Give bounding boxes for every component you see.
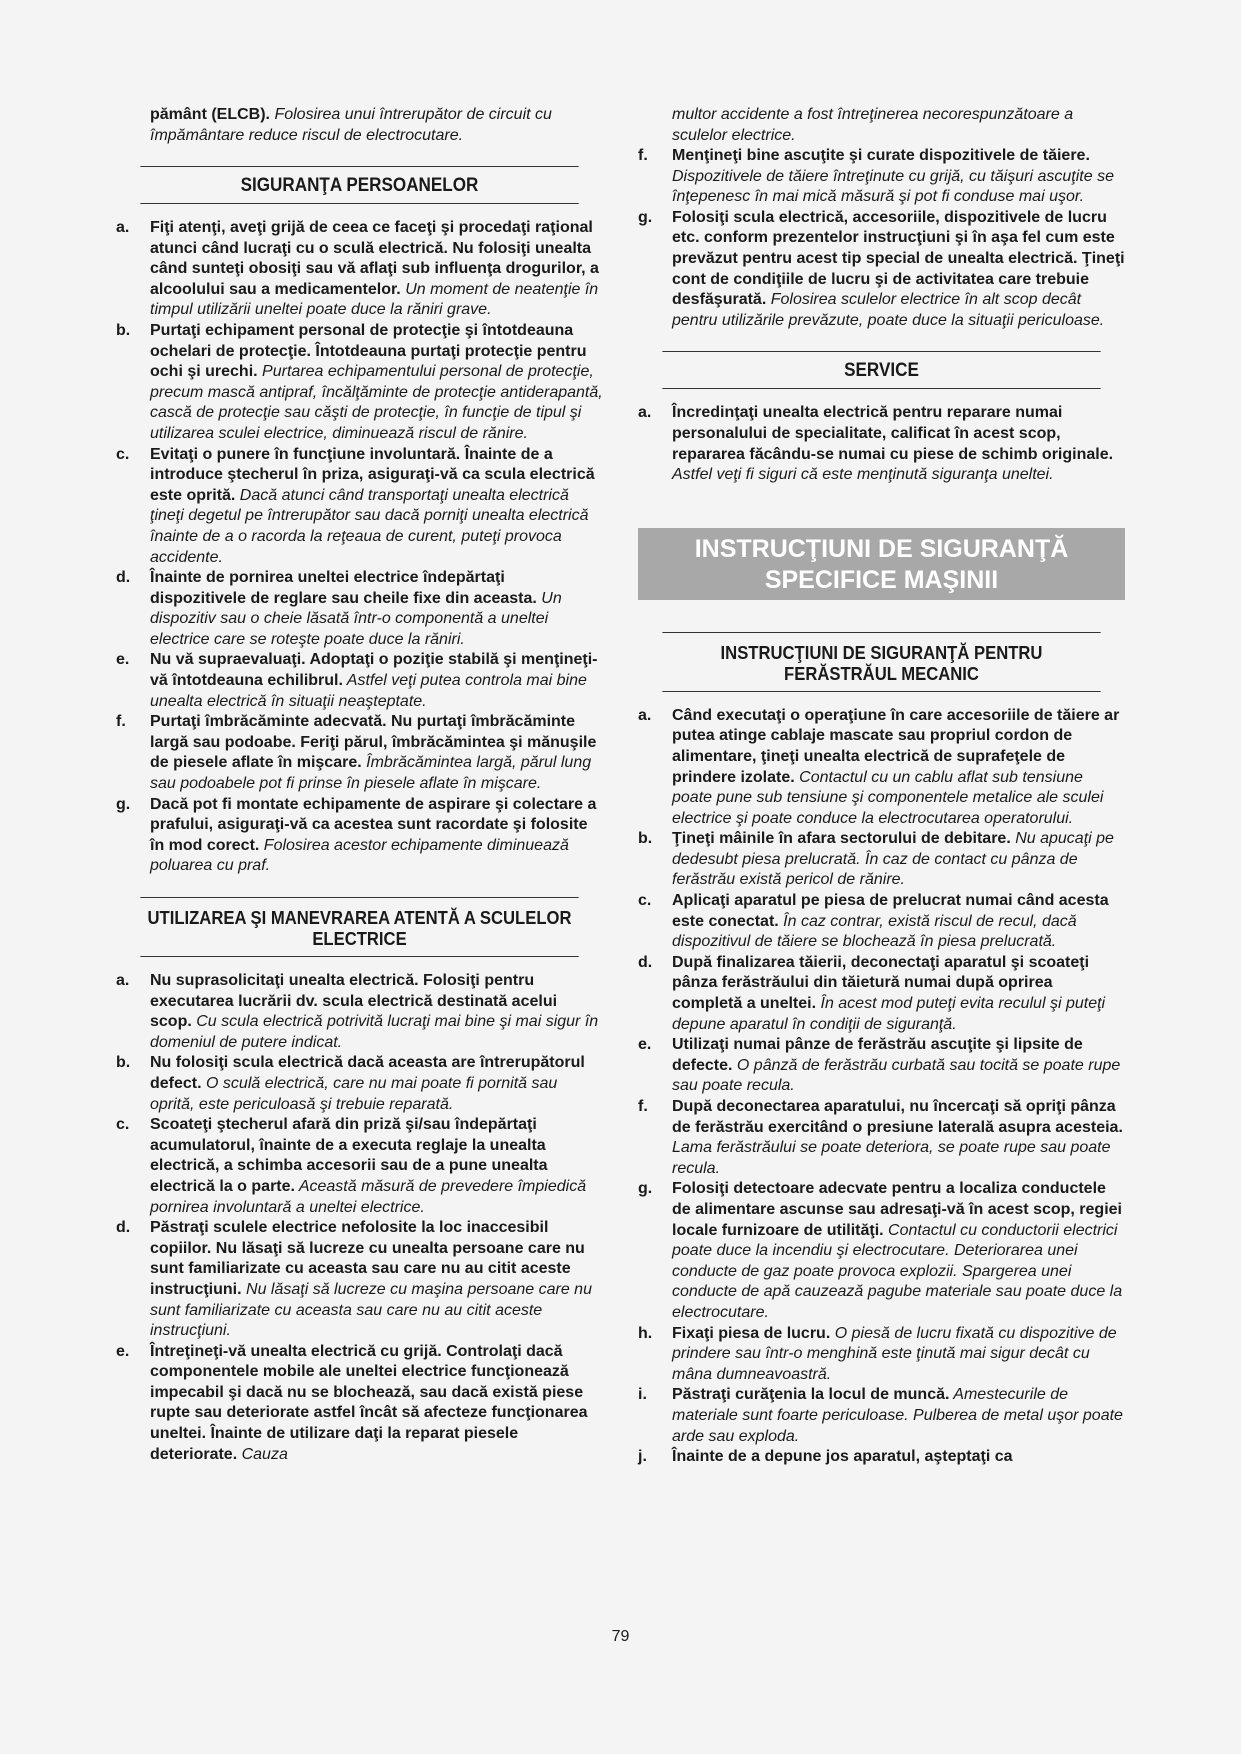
right-column (638, 104, 1125, 1468)
list-item: f. Purtaţi îmbrăcăminte adecvată. Nu purtaţi îmbrăcăminte largă sau podoabe. Feriţi părul, îmbrăcămintea şi mănuşile de piesele aflate în mişcare. Îmbrăcămintea largă, părul lung sau podoabele pot fi prinse în piesele aflate în mişcare. (116, 713, 597, 793)
right-lead-paragraph: multor accidente a fost întreţinerea necorespunzătoare a sculelor electrice. (672, 106, 1074, 144)
list-item: g. Folosiţi scula electrică, accesoriile, dispozitivele de lucru etc. conform prezentelor instrucţiuni şi în aşa fel cum este prevăzut pentru acest tip special de unealta electrică. Ţineţi cont de condiţiile de lucru şi de activitatea care trebuie desfăşurată. Folosirea sculelor electrice în alt scop decât pentru utilizările prevăzute, poate duce la situaţii periculoase. (638, 208, 1125, 329)
list-item: e. Utilizaţi numai pânze de ferăstrău ascuţite şi lipsite de defecte. O pânză de ferăstrău curbată sau tocită se poate rupe sau poate recula. (638, 1036, 1121, 1095)
list-item: g. Folosiţi detectoare adecvate pentru a localiza conductele de alimentare ascunse sau adresaţi-vă în acest scop, regiei locale furnizoare de utilităţi. Contactul cu conductorii electrici poate duce la incendiu şi electrocutare. Deteriorarea unei conducte de gaz poate provoca explozii. Spargerea unei conducte de apă cauzează pagube materiale sau poate duce la electrocutare. (638, 1180, 1123, 1321)
list-item: a. Când executaţi o operaţiune în care accesoriile de tăiere ar putea atinge cablaje mascate sau propriul cordon de alimentare, ţineţi unealta electrică de suprafeţele de prindere izolate. Contactul cu un cablu aflat sub tensiune poate pune sub tensiune şi componentele metalice ale sculei electrice şi poate conduce la electrocutarea operatorului. (638, 706, 1120, 827)
list-item: d. Păstraţi sculele electrice nefolosite la loc inaccesibil copiilor. Nu lăsaţi să lucreze cu unealta persoane care nu sunt familiarizate cu aceasta sau care nu au citit aceste instrucţiuni. Nu lăsaţi să lucreze cu maşina persoane care nu sunt familiarizate cu aceasta sau care nu au citit aceste instrucţiuni. (116, 1219, 592, 1340)
list-item: f. După deconectarea aparatului, nu încercaţi să opriţi pânza de ferăstrău exercitând o presiune laterală asupra acesteia. Lama ferăstrăului se poate deteriora, se poate rupe sau poate recula. (638, 1098, 1123, 1177)
list-item: c. Aplicaţi aparatul pe piesa de prelucrat numai când acesta este conectat. În caz contrar, există riscul de recul, dacă dispozitivul de tăiere se blochează în piesa prelucrată. (638, 892, 1109, 951)
list-item: b. Nu folosiţi scula electrică dacă aceasta are întrerupătorul defect. O sculă electrică, care nu mai poate fi pornită sau oprită, este periculoasă şi trebuie reparată. (116, 1054, 585, 1113)
page-number: 79 (611, 1628, 630, 1645)
list-item: b. Purtaţi echipament personal de protecţie şi întotdeauna ochelari de protecţie. Întotdeauna purtaţi protecţie pentru ochi şi urechi. Purtarea echipamentului personal de protecţie, precum mască antipraf, încălţăminte de protecţie antiderapantă, cască de protecţie sau căşti de protecţie, în funcţie de tipul şi utilizarea sculei electrice, diminuează riscul de rănire. (116, 321, 603, 442)
tool-use-list (116, 971, 603, 1465)
list-item: f. Menţineţi bine ascuţite şi curate dispozitivele de tăiere. Dispozitivele de tăiere întreţinute cu grijă, cu tăişuri ascuţite se înţepenesc în mai mică măsură şi pot fi conduse mai uşor. (638, 147, 1114, 206)
left-lead-paragraph: pământ (ELCB). Folosirea unui întrerupător de circuit cu împământare reduce riscul de electrocutare. (150, 106, 552, 144)
list-item: b. Ţineţi mâinile în afara sectorului de debitare. Nu apucaţi pe dedesubt piesa prelucrată. În caz de contact cu pânza de ferăstrău există pericol de rănire. (638, 830, 1114, 889)
list-item: c. Scoateţi ştecherul afară din priză şi/sau îndepărtaţi acumulatorul, înainte de a executa reglaje la unealta electrică, a schimba accesorii sau de a pune unealta electrică la o parte. Această măsură de prevedere împiedică pornirea involuntară a uneltei electrice. (116, 1116, 587, 1216)
section-title-tool-use: UTILIZAREA ŞI MANEVRAREA ATENTĂ A SCULELOR ELECTRICE (140, 897, 578, 957)
service-list (638, 403, 1125, 485)
list-item: d. Înainte de pornirea uneltei electrice îndepărtaţi dispozitivele de reglare sau cheile fixe din aceasta. Un dispozitiv sau o cheie lăsată într-o componentă a uneltei electrice care se roteşte poate duce la răniri. (116, 569, 562, 648)
section-title-service: SERVICE (662, 351, 1100, 389)
section-title-saw-safety: INSTRUCŢIUNI DE SIGURANŢĂ PENTRU FERĂSTRĂUL MECANIC (662, 632, 1100, 692)
list-item: c. Evitaţi o punere în funcţiune involuntară. Înainte de a introduce ştecherul în priza, asiguraţi-vă ca scula electrică este oprită. Dacă atunci când transportaţi unealta electrică ţineţi degetul pe întrerupător sau dacă porniţi unealta electrică înainte de a o racorda la reţeaua de curent, puteţi provoca accidente. (116, 445, 595, 566)
section-title-personal-safety: SIGURANŢA PERSOANELOR (140, 166, 578, 204)
list-item: e. Întreţineţi-vă unealta electrică cu grijă. Controlaţi dacă componentele mobile ale uneltei electrice funcţionează impecabil şi dacă nu se blochează, sau dacă există piese rupte sau deteriorate astfel încât să afecteze funcţionarea uneltei. Înainte de utilizare daţi la reparat piesele deteriorate. Cauza (116, 1342, 588, 1463)
tool-use-list-continued (638, 146, 1125, 331)
list-item: h. Fixaţi piesa de lucru. O piesă de lucru fixată cu dispozitive de prindere sau într-o menghină este ţinută mai sigur decât cu mâna dumneavoastră. (638, 1324, 1117, 1383)
saw-safety-list (638, 706, 1125, 1468)
list-item: d. După finalizarea tăierii, deconectaţi aparatul şi scoateţi pânza ferăstrăului din tăietură numai după oprirea completă a uneltei. În acest mod puteţi evita reculul şi puteţi depune aparatul în condiţii de siguranţă. (638, 953, 1106, 1033)
left-column (116, 104, 603, 1465)
list-item: e. Nu vă supraevaluaţi. Adoptaţi o poziţie stabilă şi menţineţi-vă întotdeauna echilibrul. Astfel veţi putea controla mai bine unealta electrică în situaţii neaşteptate. (116, 651, 598, 710)
list-item: g. Dacă pot fi montate echipamente de aspirare şi colectare a prafului, asiguraţi-vă ca acestea sunt racordate şi folosite în mod corect. Folosirea acestor echipamente diminuează poluarea cu praf. (116, 795, 597, 875)
list-item: j. Înainte de a depune jos aparatul, aşteptaţi ca (638, 1448, 1013, 1466)
list-item: i. Păstraţi curăţenia la locul de muncă. Amestecurile de materiale sunt foarte periculoase. Pulberea de metal uşor poate arde sau exploda. (638, 1386, 1123, 1445)
personal-safety-list (116, 218, 603, 877)
list-item: a. Încredinţaţi unealta electrică pentru reparare numai personalului de specialitate, calificat în acest scop, repararea făcându-se numai cu piese de schimb originale. Astfel veţi fi siguri că este menţinută siguranţa uneltei. (638, 404, 1114, 484)
list-item: a. Fiţi atenţi, aveţi grijă de ceea ce faceţi şi procedaţi raţional atunci când lucraţi cu o sculă electrică. Nu folosiţi unealta când sunteţi obosiţi sau vă aflaţi sub influenţa drogurilor, a alcoolului sau a medicamentelor. Un moment de neatenţie în timpul utilizării uneltei poate duce la răniri grave. (116, 219, 599, 319)
specific-safety-banner: INSTRUCŢIUNI DE SIGURANŢĂ SPECIFICE MAŞINII (638, 528, 1125, 600)
list-item: a. Nu suprasolicitaţi unealta electrică. Folosiţi pentru executarea lucrării dv. scula electrică destinată acelui scop. Cu scula electrică potrivită lucraţi mai bine şi mai sigur în domeniul de putere indicat. (116, 972, 599, 1051)
